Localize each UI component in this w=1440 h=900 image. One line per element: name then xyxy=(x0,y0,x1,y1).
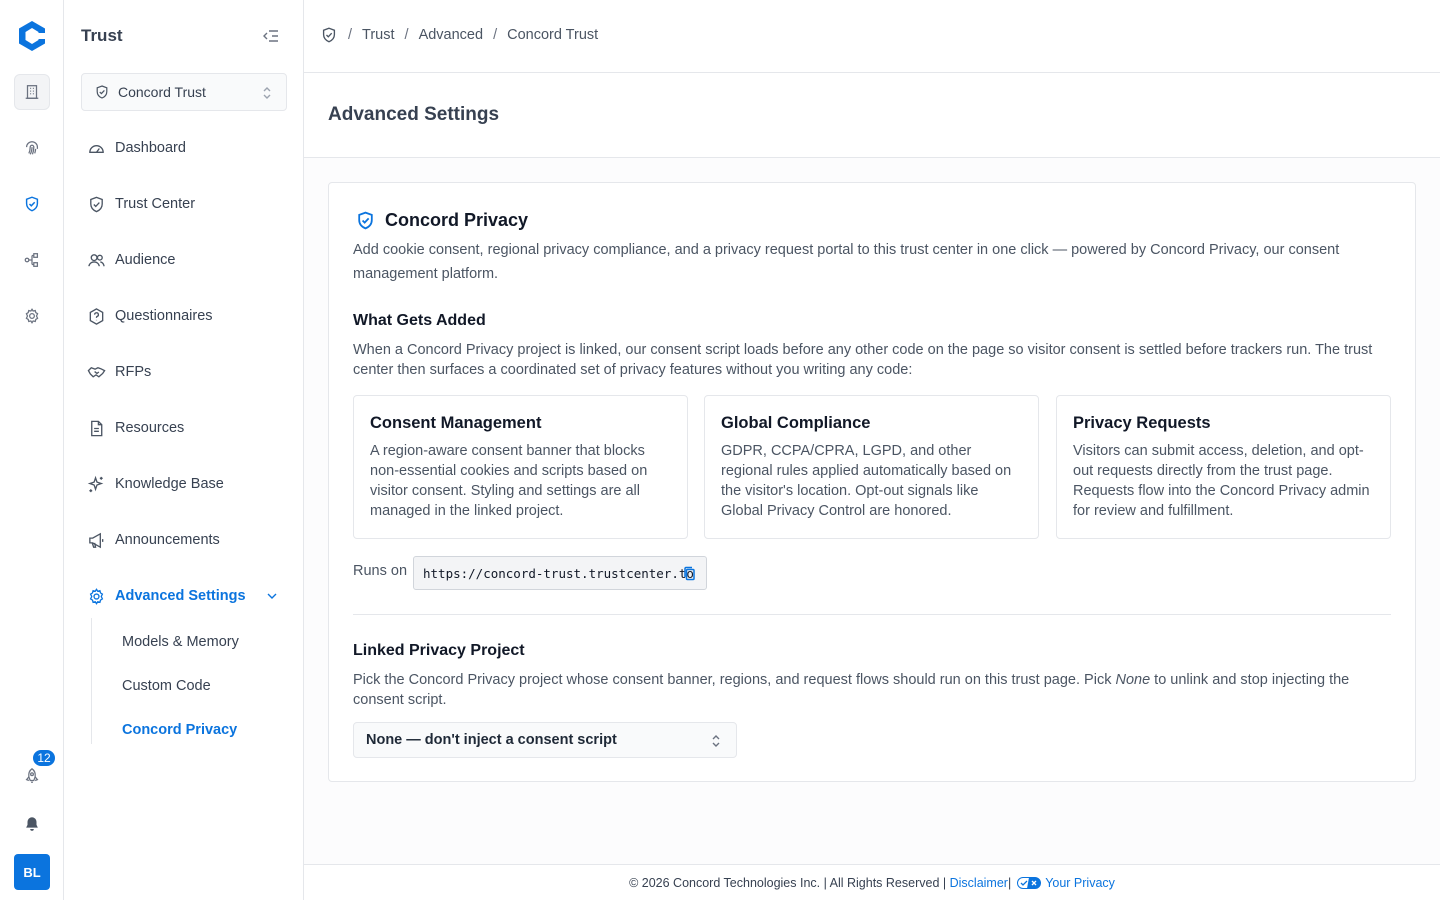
nav-questionnaires[interactable] xyxy=(81,299,287,333)
what-gets-added-heading: What Gets Added xyxy=(353,312,486,329)
nav-label: Dashboard xyxy=(115,140,186,156)
page-title: Advanced Settings xyxy=(328,104,500,125)
megaphone-icon xyxy=(87,531,106,550)
select-value: None — don't inject a consent script xyxy=(366,732,617,748)
nav-label: Announcements xyxy=(115,532,220,548)
breadcrumb-separator: / xyxy=(493,27,498,43)
chevron-updown-icon xyxy=(710,732,722,750)
nav-rfps[interactable] xyxy=(81,355,287,389)
shield-check-icon[interactable] xyxy=(14,186,50,222)
users-icon xyxy=(87,251,106,270)
nav-label: Resources xyxy=(115,420,185,436)
runs-on-url[interactable] xyxy=(413,556,707,590)
breadcrumb-trust[interactable]: Trust xyxy=(362,27,395,43)
nav-label: Questionnaires xyxy=(115,308,213,324)
shield-check-icon[interactable] xyxy=(320,26,338,44)
feature-title: Global Compliance xyxy=(721,414,871,432)
sparkle-icon xyxy=(87,475,106,494)
linked-project-heading: Linked Privacy Project xyxy=(353,642,525,659)
shield-check-icon xyxy=(94,84,110,100)
user-avatar[interactable]: BL xyxy=(14,854,50,890)
gear-icon[interactable] xyxy=(14,298,50,334)
footer xyxy=(304,864,1440,900)
subnav-custom-code[interactable]: Custom Code xyxy=(122,678,211,694)
breadcrumb-advanced[interactable]: Advanced xyxy=(418,27,484,43)
collapse-sidebar-icon[interactable] xyxy=(261,26,281,46)
shield-check-icon xyxy=(355,210,376,231)
icon-rail xyxy=(0,0,64,900)
card-description: Add cookie consent, regional privacy compliance, and a privacy request portal to this trust center in one click — powered by Concord Privacy, our consent management platform. xyxy=(353,242,1340,282)
nav-label: Audience xyxy=(115,252,176,268)
footer-separator: | xyxy=(1007,875,1012,890)
bell-icon[interactable] xyxy=(14,806,50,842)
header-divider xyxy=(304,72,1440,73)
breadcrumb xyxy=(320,26,598,44)
chevron-down-icon[interactable] xyxy=(265,589,279,603)
feature-text: A region-aware consent banner that blocks non-essential cookies and scripts based on visitor consent. Styling and settings are all managed in the linked project. xyxy=(370,443,648,519)
building-icon[interactable] xyxy=(14,74,50,110)
nav-label: Advanced Settings xyxy=(115,588,246,604)
section-divider xyxy=(353,614,1391,615)
nav-announcements[interactable] xyxy=(81,523,287,557)
what-gets-added-text: When a Concord Privacy project is linked, our consent script loads before any other code on the page so visitor consent is settled before trackers run. The trust center then surfaces a coordinated set of privacy features without you writing any code: xyxy=(353,342,1373,378)
question-icon xyxy=(87,307,106,326)
breadcrumb-separator: / xyxy=(404,27,409,43)
feature-card-consent xyxy=(353,395,688,539)
notification-count-badge: 12 xyxy=(31,748,57,768)
app-logo-icon[interactable] xyxy=(14,18,50,54)
selector-value: Concord Trust xyxy=(118,84,206,100)
sidebar xyxy=(65,0,304,900)
nav-knowledge-base[interactable] xyxy=(81,467,287,501)
feature-card-requests xyxy=(1056,395,1391,539)
nav-resources[interactable] xyxy=(81,411,287,445)
trust-center-selector[interactable] xyxy=(81,73,287,111)
feature-title: Privacy Requests xyxy=(1073,414,1211,432)
subnav-divider xyxy=(91,618,92,744)
nav-advanced-settings[interactable] xyxy=(81,579,287,613)
sidebar-title: Trust xyxy=(81,26,123,45)
workflow-icon[interactable] xyxy=(14,242,50,278)
nav-trust-center[interactable] xyxy=(81,187,287,221)
document-icon xyxy=(87,419,106,438)
feature-title: Consent Management xyxy=(370,414,542,432)
nav-label: Trust Center xyxy=(115,196,196,212)
footer-copyright: © 2026 Concord Technologies Inc. | All Rights Reserved | xyxy=(629,875,947,890)
copy-icon[interactable] xyxy=(683,566,696,581)
linked-text-part: Pick the Concord Privacy project whose consent banner, regions, and request flows should run on this trust page. Pick xyxy=(353,672,1116,688)
breadcrumb-current: Concord Trust xyxy=(507,27,599,43)
footer-privacy-link[interactable]: Your Privacy xyxy=(1045,875,1115,890)
shield-check-icon xyxy=(87,195,106,214)
nav-label: RFPs xyxy=(115,364,152,380)
subnav-models-memory[interactable]: Models & Memory xyxy=(122,634,239,650)
runs-on-url-text: https://concord-trust.trustcenter.to xyxy=(423,565,694,581)
footer-disclaimer-link[interactable]: Disclaimer xyxy=(949,875,1008,890)
chevron-updown-icon xyxy=(260,84,274,102)
feature-text: GDPR, CCPA/CPRA, LGPD, and other regional rules applied automatically based on the visitor's location. Opt-out signals like Global Privacy Control are honored. xyxy=(721,443,1012,519)
handshake-icon xyxy=(87,363,106,382)
runs-on-label: Runs on xyxy=(353,563,408,579)
nav-label: Knowledge Base xyxy=(115,476,224,492)
linked-text-part: to unlink and stop injecting the consent script. xyxy=(353,672,1350,708)
linked-text-emphasis: None xyxy=(1115,672,1151,688)
card-title: Concord Privacy xyxy=(385,210,529,230)
gauge-icon xyxy=(87,139,106,158)
privacy-choices-icon xyxy=(1017,877,1041,889)
gear-icon xyxy=(87,587,106,606)
breadcrumb-separator: / xyxy=(348,27,353,43)
linked-project-text xyxy=(353,670,1393,710)
nav-audience[interactable] xyxy=(81,243,287,277)
nav-dashboard[interactable] xyxy=(81,131,287,165)
privacy-project-select[interactable] xyxy=(353,722,737,758)
main-content xyxy=(304,0,1440,900)
subnav-concord-privacy[interactable]: Concord Privacy xyxy=(122,722,238,738)
concord-privacy-card xyxy=(328,182,1416,782)
feature-card-compliance xyxy=(704,395,1039,539)
fingerprint-icon[interactable] xyxy=(14,130,50,166)
feature-text: Visitors can submit access, deletion, and opt-out requests directly from the trust page. Requests flow into the Concord Privacy admin for review and fulfillment. xyxy=(1073,443,1370,519)
